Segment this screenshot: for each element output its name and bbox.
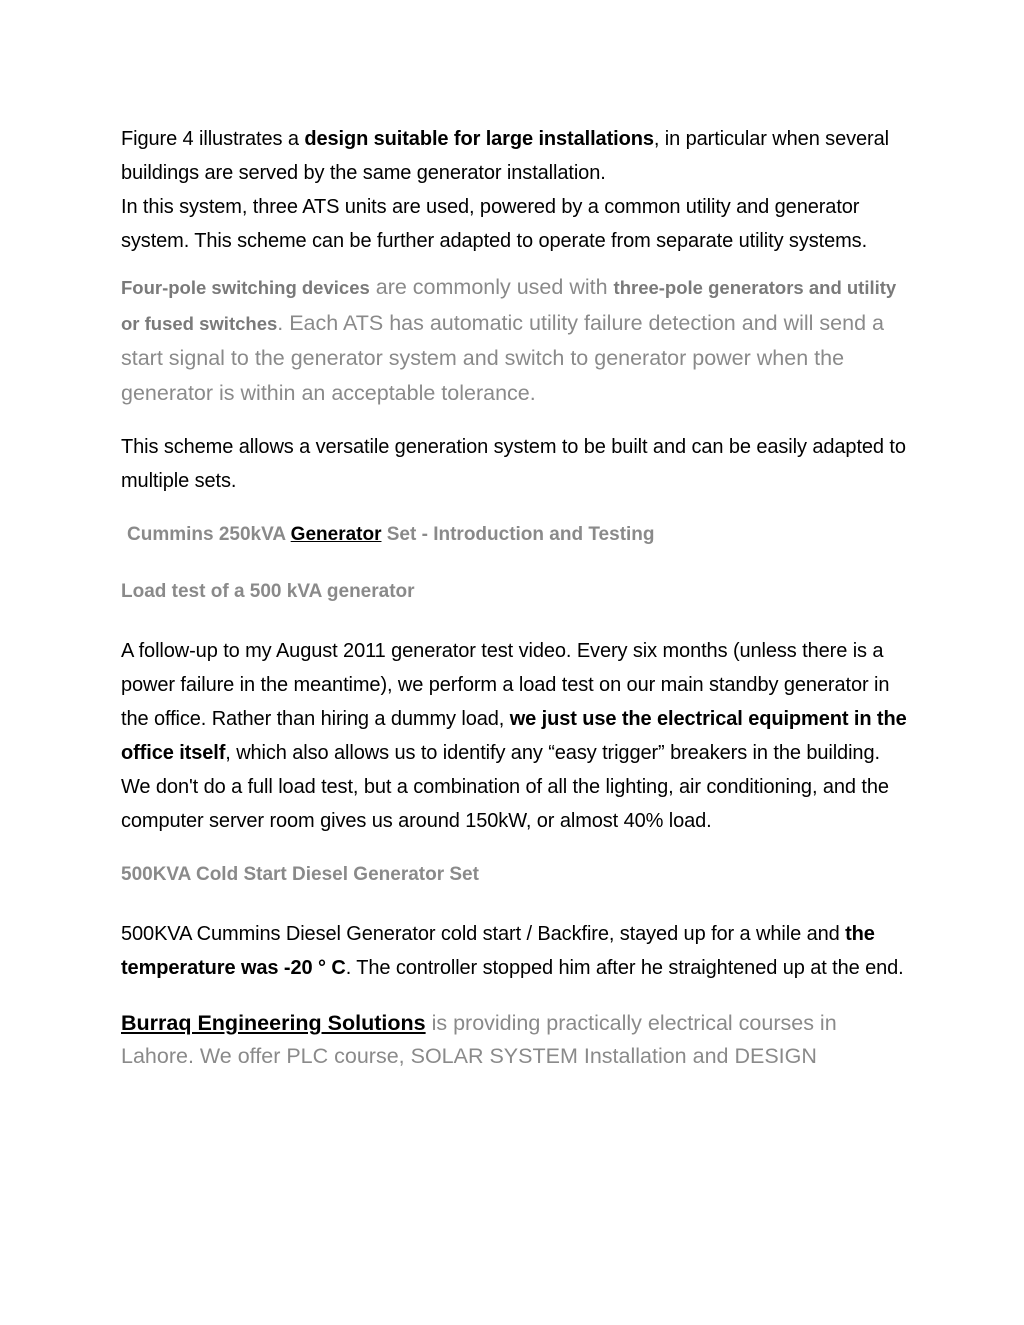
bold-text: design suitable for large installations	[304, 128, 654, 150]
document-page	[121, 122, 911, 1073]
paragraph-burraq	[121, 1007, 911, 1073]
text: . Each ATS has automatic utility failure detection and will send a start signal to the generator system and switch to generator power when the generator is within an acceptable tolerance.	[121, 310, 884, 405]
bold-text: we just use the electrical equipment in the office itself	[121, 708, 907, 764]
heading-text: 500KVA Cold Start Diesel Generator Set	[121, 864, 479, 885]
heading-text: Set - Introduction and Testing	[381, 524, 655, 545]
heading-text: Load test of a 500 kVA generator	[121, 581, 415, 602]
text: , which also allows us to identify any “easy trigger” breakers in the building.	[225, 742, 880, 764]
text: 500KVA Cummins Diesel Generator cold start / Backfire, stayed up for a while and	[121, 923, 846, 945]
generator-link[interactable]: Generator	[290, 524, 382, 545]
text: , in particular when several buildings are served by the same generator installation.	[121, 128, 889, 184]
text: Figure 4 illustrates a	[121, 128, 305, 150]
text: This scheme allows a versatile generation system to be built and can be easily adapted to multiple sets.	[121, 436, 906, 492]
text: In this system, three ATS units are used, powered by a common utility and generator system. This scheme can be further adapted to operate from separate utility systems.	[121, 196, 868, 252]
heading-load-test	[121, 577, 911, 607]
burraq-link[interactable]: Burraq Engineering Solutions	[121, 1011, 426, 1035]
heading-500kva-cold-start	[121, 860, 911, 890]
paragraph-figure-4	[121, 122, 911, 258]
paragraph-versatile-scheme	[121, 430, 911, 498]
heading-text: Cummins 250kVA	[127, 524, 291, 545]
bold-text: three-pole generators and utility or fused switches	[121, 277, 897, 334]
bold-text: Four-pole switching devices	[121, 277, 370, 298]
text: A follow-up to my August 2011 generator test video. Every six months (unless there is a power failure in the meantime), we perform a load test on our main standby generator in the office. Rather than hiring a dummy load,	[121, 640, 890, 730]
text: are commonly used with	[369, 275, 614, 299]
bold-text: the temperature was -20 ° C	[121, 923, 875, 979]
text: is providing practically electrical courses in Lahore. We offer PLC course, SOLAR SYSTEM Installation and DESIGN	[121, 1011, 837, 1068]
text: We don't do a full load test, but a combination of all the lighting, air conditioning, and the computer server room gives us around 150kW, or almost 40% load.	[121, 776, 889, 832]
paragraph-switching-devices	[121, 270, 911, 410]
paragraph-cold-start	[121, 917, 911, 985]
text: . The controller stopped him after he straightened up at the end.	[345, 957, 904, 979]
paragraph-load-test	[121, 634, 911, 838]
heading-cummins-250kva	[121, 520, 911, 550]
